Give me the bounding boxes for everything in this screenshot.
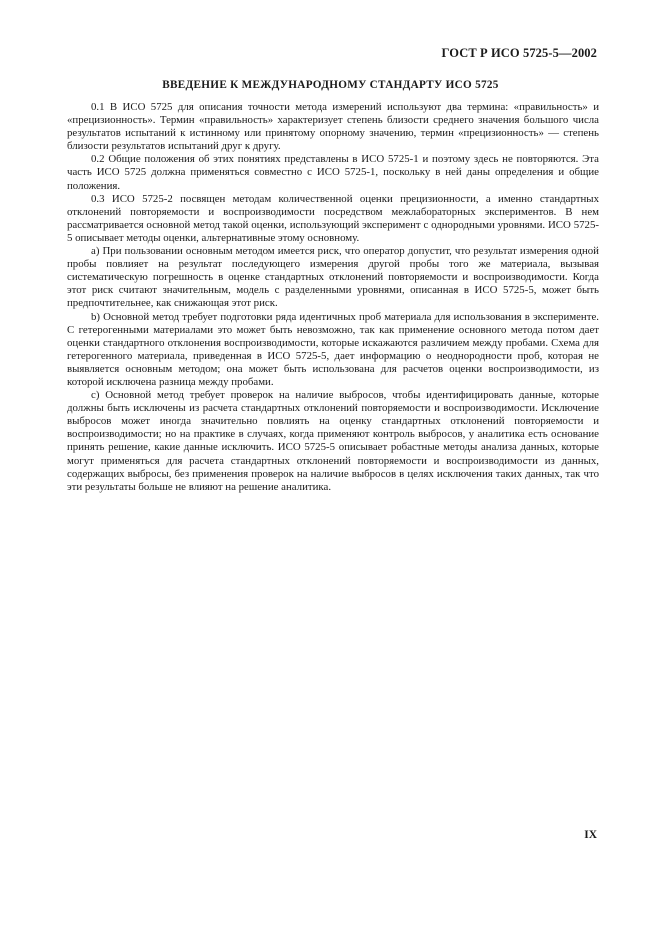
section-title: ВВЕДЕНИЕ К МЕЖДУНАРОДНОМУ СТАНДАРТУ ИСО 5725 xyxy=(162,79,499,91)
list-item-b: b) Основной метод требует подготовки ряда идентичных проб материала для использования в эксперименте. С гетерогенными материалами это может быть невозможно, так как применение основного метода потом дает оценки стандартного отклонения воспроизводимости, которые искажаются различием между пробами. Схема для гетерогенного материала, приведенная в ИСО 5725-5, дает информацию о неоднородности проб, которая не выявляется основным методом; она может быть использована для расчетов оценки воспроизводимости, из которой исключена разница между пробами. xyxy=(67,310,599,388)
body-text xyxy=(67,101,599,494)
list-item-c: с) Основной метод требует проверок на наличие выбросов, чтобы идентифицировать данные, которые должны быть исключены из расчета стандартных отклонений повторяемости и воспроизводимости. Исключение выбросов может иногда значительно повлиять на оценку стандартных отклонений повторяемости и воспроизводимости; но на практике в случаях, когда применяют контроль выбросов, у аналитика есть основание принять решение, какие данные исключить. ИСО 5725-5 описывает робастные методы анализа данных, которые могут применяться для расчета стандартных отклонений повторяемости и воспроизводимости из данных, содержащих выбросы, без применения проверок на наличие выбросов в целях исключения таких данных, так что эти результаты больше не влияют на решение аналитика. xyxy=(67,389,599,493)
paragraph-0-3: 0.3 ИСО 5725-2 посвящен методам количественной оценки прецизионности, а именно стандартных отклонений повторяемости и воспроизводимости посредством межлабораторных экспериментов. В нем рассматривается основной метод такой оценки, использующий эксперимент с однородными уровнями. ИСО 5725-5 описывает методы оценки, альтернативные этому основному. xyxy=(67,192,599,244)
document-header: ГОСТ Р ИСО 5725-5—2002 xyxy=(441,46,597,60)
list-item-a: а) При пользовании основным методом имеется риск, что оператор допустит, что результат измерения одной пробы повлияет на результат последующего измерения другой пробы того же материала, вызывая систематическую погрешность в оценке стандартных отклонений повторяемости и воспроизводимости. Когда этот риск считают значительным, модель с разделенными уровнями, описанная в ИСО 5725-5, может быть предпочтительнее, как снижающая этот риск. xyxy=(67,245,599,310)
paragraph-0-1: 0.1 В ИСО 5725 для описания точности метода измерений используют два термина: «правильность» и «прецизионность». Термин «правильность» характеризует степень близости среднего значения большого числа результатов испытаний к истинному или принятому опорному значению, термин «прецизионность» — степень близости результатов испытаний друг к другу. xyxy=(67,101,599,153)
page-number: IX xyxy=(584,829,597,841)
paragraph-0-2: 0.2 Общие положения об этих понятиях представлены в ИСО 5725-1 и поэтому здесь не повторяются. Эта часть ИСО 5725 должна применяться совместно с ИСО 5725-1, поскольку в ней даны определения и общие положения. xyxy=(67,153,599,192)
